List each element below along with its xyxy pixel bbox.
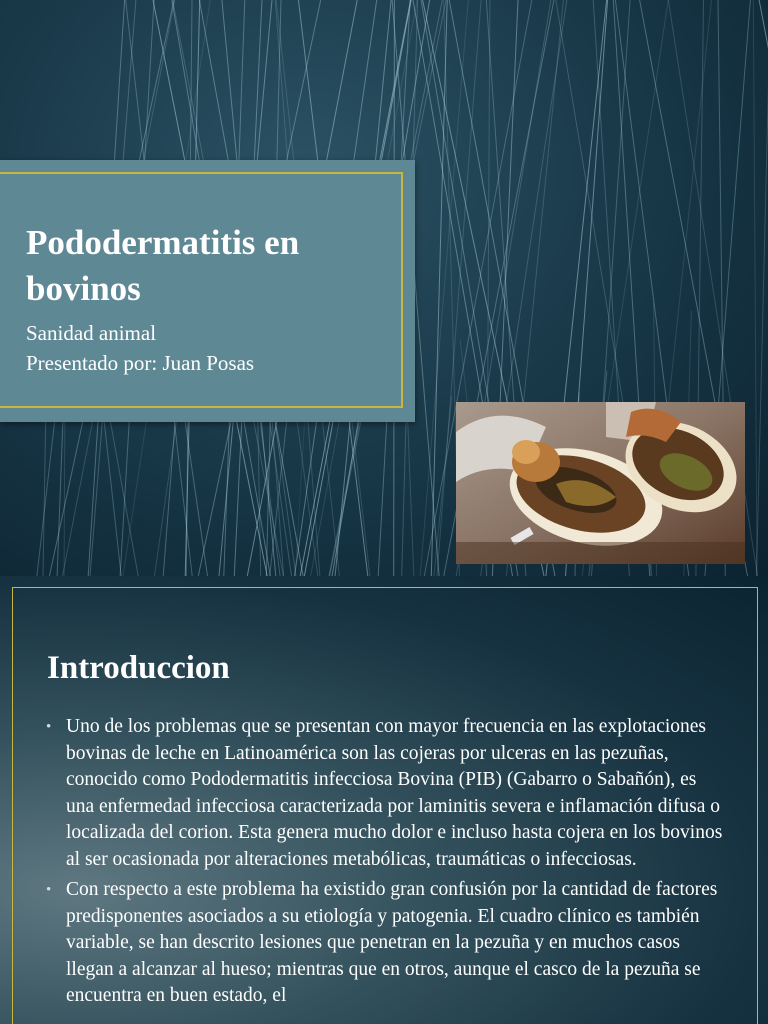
introduction-slide: [0, 576, 768, 1024]
bullet-text: Con respecto a este problema ha existido gran confusión por la cantidad de factores predisponentes asociados a su etiología y patogenia. El cuadro clínico es también variable, se han descrito lesiones que penetran en la pezuña y en muchos casos llegan a alcanzar al hueso; mientras que en otros, aunque el casco de la pezuña se encuentra en buen estado, el: [66, 879, 718, 1006]
hoof-illustration: [456, 402, 745, 564]
background-line: [266, 398, 291, 576]
list-item: [46, 714, 726, 873]
bullet-dot-icon: •: [46, 719, 52, 735]
bullet-dot-icon: •: [46, 882, 52, 898]
subtitle-line-presenter: Presentado por: Juan Posas: [26, 351, 255, 375]
background-line: [753, 0, 757, 576]
title-card: [0, 160, 415, 422]
introduction-title: Introduccion: [47, 650, 230, 686]
slide-subtitle: [26, 318, 386, 378]
cattle-hooves-photo: [456, 402, 745, 564]
background-line: [431, 0, 447, 576]
introduction-bullets: [46, 714, 726, 1014]
subtitle-line-topic: Sanidad animal: [26, 321, 157, 345]
slide-title: Pododermatitis en bovinos: [26, 223, 300, 308]
bullet-text: Uno de los problemas que se presentan con mayor frecuencia en las explotaciones bovinas de leche en Latinoamérica son las cojeras por ulceras en las pezuñas, conocido como Pododermatitis infecciosa Bovina (PIB) (Gabarro o Sabañón), es una enfermedad infecciosa caracterizada por laminitis severa e inflamación difusa o localizada del corion. Esta genera mucho dolor e incluso hasta cojera en los bovinos al ser ocasionada por alteraciones metabólicas, traumáticas o infecciosas.: [66, 716, 723, 870]
list-item: [46, 877, 726, 1010]
background-line: [756, 0, 768, 576]
